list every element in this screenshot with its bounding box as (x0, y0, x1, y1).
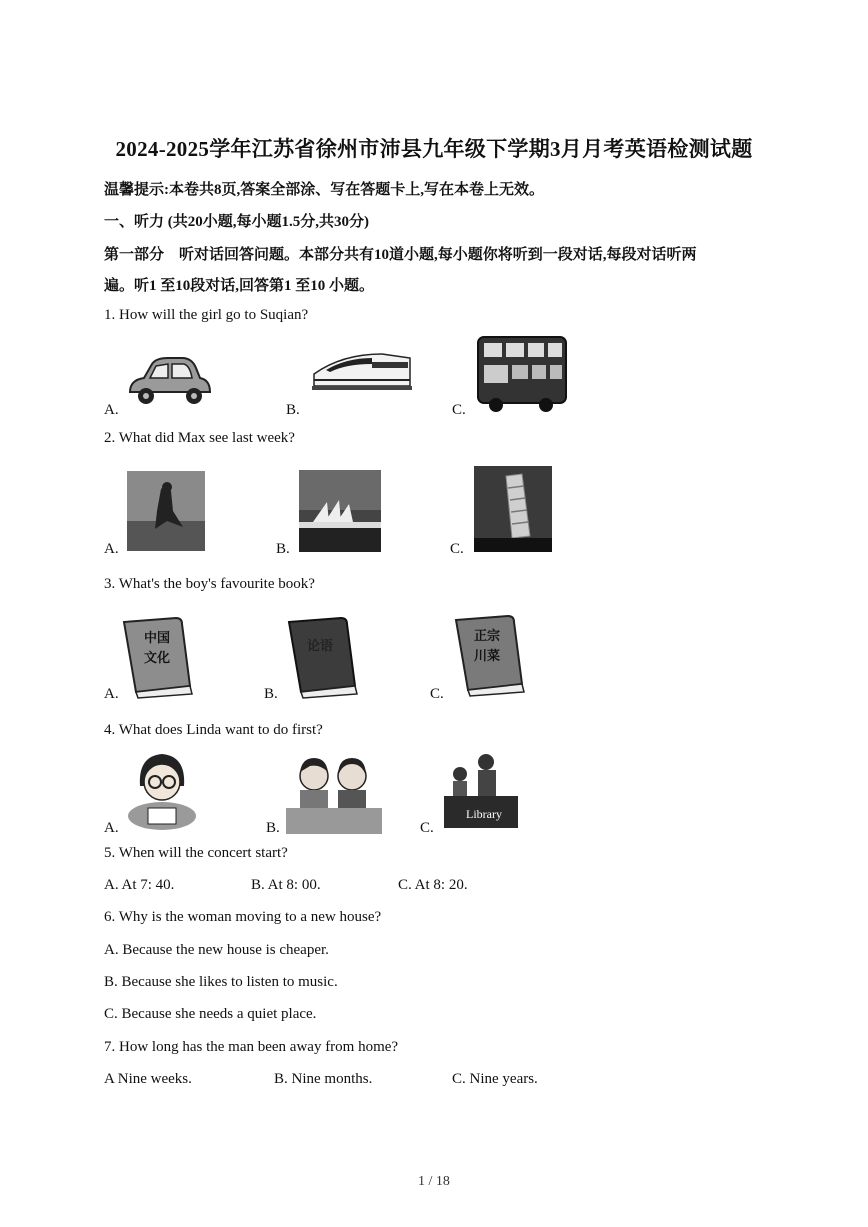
page-number: 1 / 18 (418, 1174, 450, 1189)
book-c-line1: 正宗 (474, 629, 501, 644)
q1-option-b-label: B. (286, 402, 300, 418)
q1-option-a-label: A. (104, 402, 119, 418)
library-desk-icon (444, 752, 518, 832)
question-3: 3. What's the boy's favourite book? (104, 576, 315, 592)
q6-option-c: C. Because she needs a quiet place. (104, 1006, 317, 1022)
q5-option-a: A. At 7: 40. (104, 877, 175, 893)
book-a-line2: 文化 (144, 651, 171, 666)
q6-option-a: A. Because the new house is cheaper. (104, 942, 329, 958)
bullet-train-icon (312, 350, 412, 396)
book-a-line1: 中国 (144, 631, 171, 646)
q5-option-b: B. At 8: 00. (251, 877, 321, 893)
q5-option-c: C. At 8: 20. (398, 877, 468, 893)
double-decker-bus-icon (474, 333, 570, 413)
q3-option-b-label: B. (264, 686, 278, 702)
car-icon (124, 354, 214, 410)
question-6: 6. Why is the woman moving to a new house? (104, 909, 382, 925)
q1-option-c-label: C. (452, 402, 466, 418)
page-title: 2024-2025学年江苏省徐州市沛县九年级下学期3月月考英语检测试题 (115, 137, 753, 161)
q7-option-a: A Nine weeks. (104, 1071, 192, 1087)
q2-option-c-label: C. (450, 541, 464, 557)
tip-text: 温馨提示:本卷共8页,答案全部涂、写在答题卡上,写在本卷上无效。 (104, 182, 544, 198)
q6-option-b: B. Because she likes to listen to music. (104, 974, 338, 990)
part-instruction-line2: 遍。听1 至10段对话,回答第1 至10 小题。 (104, 278, 375, 294)
library-sign: Library (466, 807, 502, 821)
book-icon (452, 614, 528, 698)
opera-house-photo (299, 470, 381, 552)
q3-option-c-label: C. (430, 686, 444, 702)
statue-photo (127, 471, 205, 551)
part-instruction-line1: 第一部分 听对话回答问题。本部分共有10道小题,每小题你将听到一段对话,每段对话听两 (104, 247, 697, 263)
q2-option-a-label: A. (104, 541, 119, 557)
question-7: 7. How long has the man been away from home? (104, 1039, 399, 1055)
q4-option-c-label: C. (420, 820, 434, 836)
q2-option-b-label: B. (276, 541, 290, 557)
question-5: 5. When will the concert start? (104, 845, 288, 861)
book-icon (285, 616, 361, 700)
q7-option-b: B. Nine months. (274, 1071, 373, 1087)
question-4: 4. What does Linda want to do first? (104, 722, 323, 738)
book-icon (120, 616, 196, 700)
book-c-line2: 川菜 (474, 649, 501, 664)
q7-option-c: C. Nine years. (452, 1071, 538, 1087)
q3-option-a-label: A. (104, 686, 119, 702)
boy-reading-icon (126, 750, 198, 834)
students-studying-icon (286, 752, 382, 834)
leaning-tower-photo (474, 466, 552, 552)
section-heading: 一、听力 (共20小题,每小题1.5分,共30分) (104, 214, 369, 230)
question-2: 2. What did Max see last week? (104, 430, 295, 446)
question-1: 1. How will the girl go to Suqian? (104, 307, 309, 323)
book-b-line1: 论语 (307, 639, 334, 654)
q4-option-a-label: A. (104, 820, 119, 836)
q4-option-b-label: B. (266, 820, 280, 836)
